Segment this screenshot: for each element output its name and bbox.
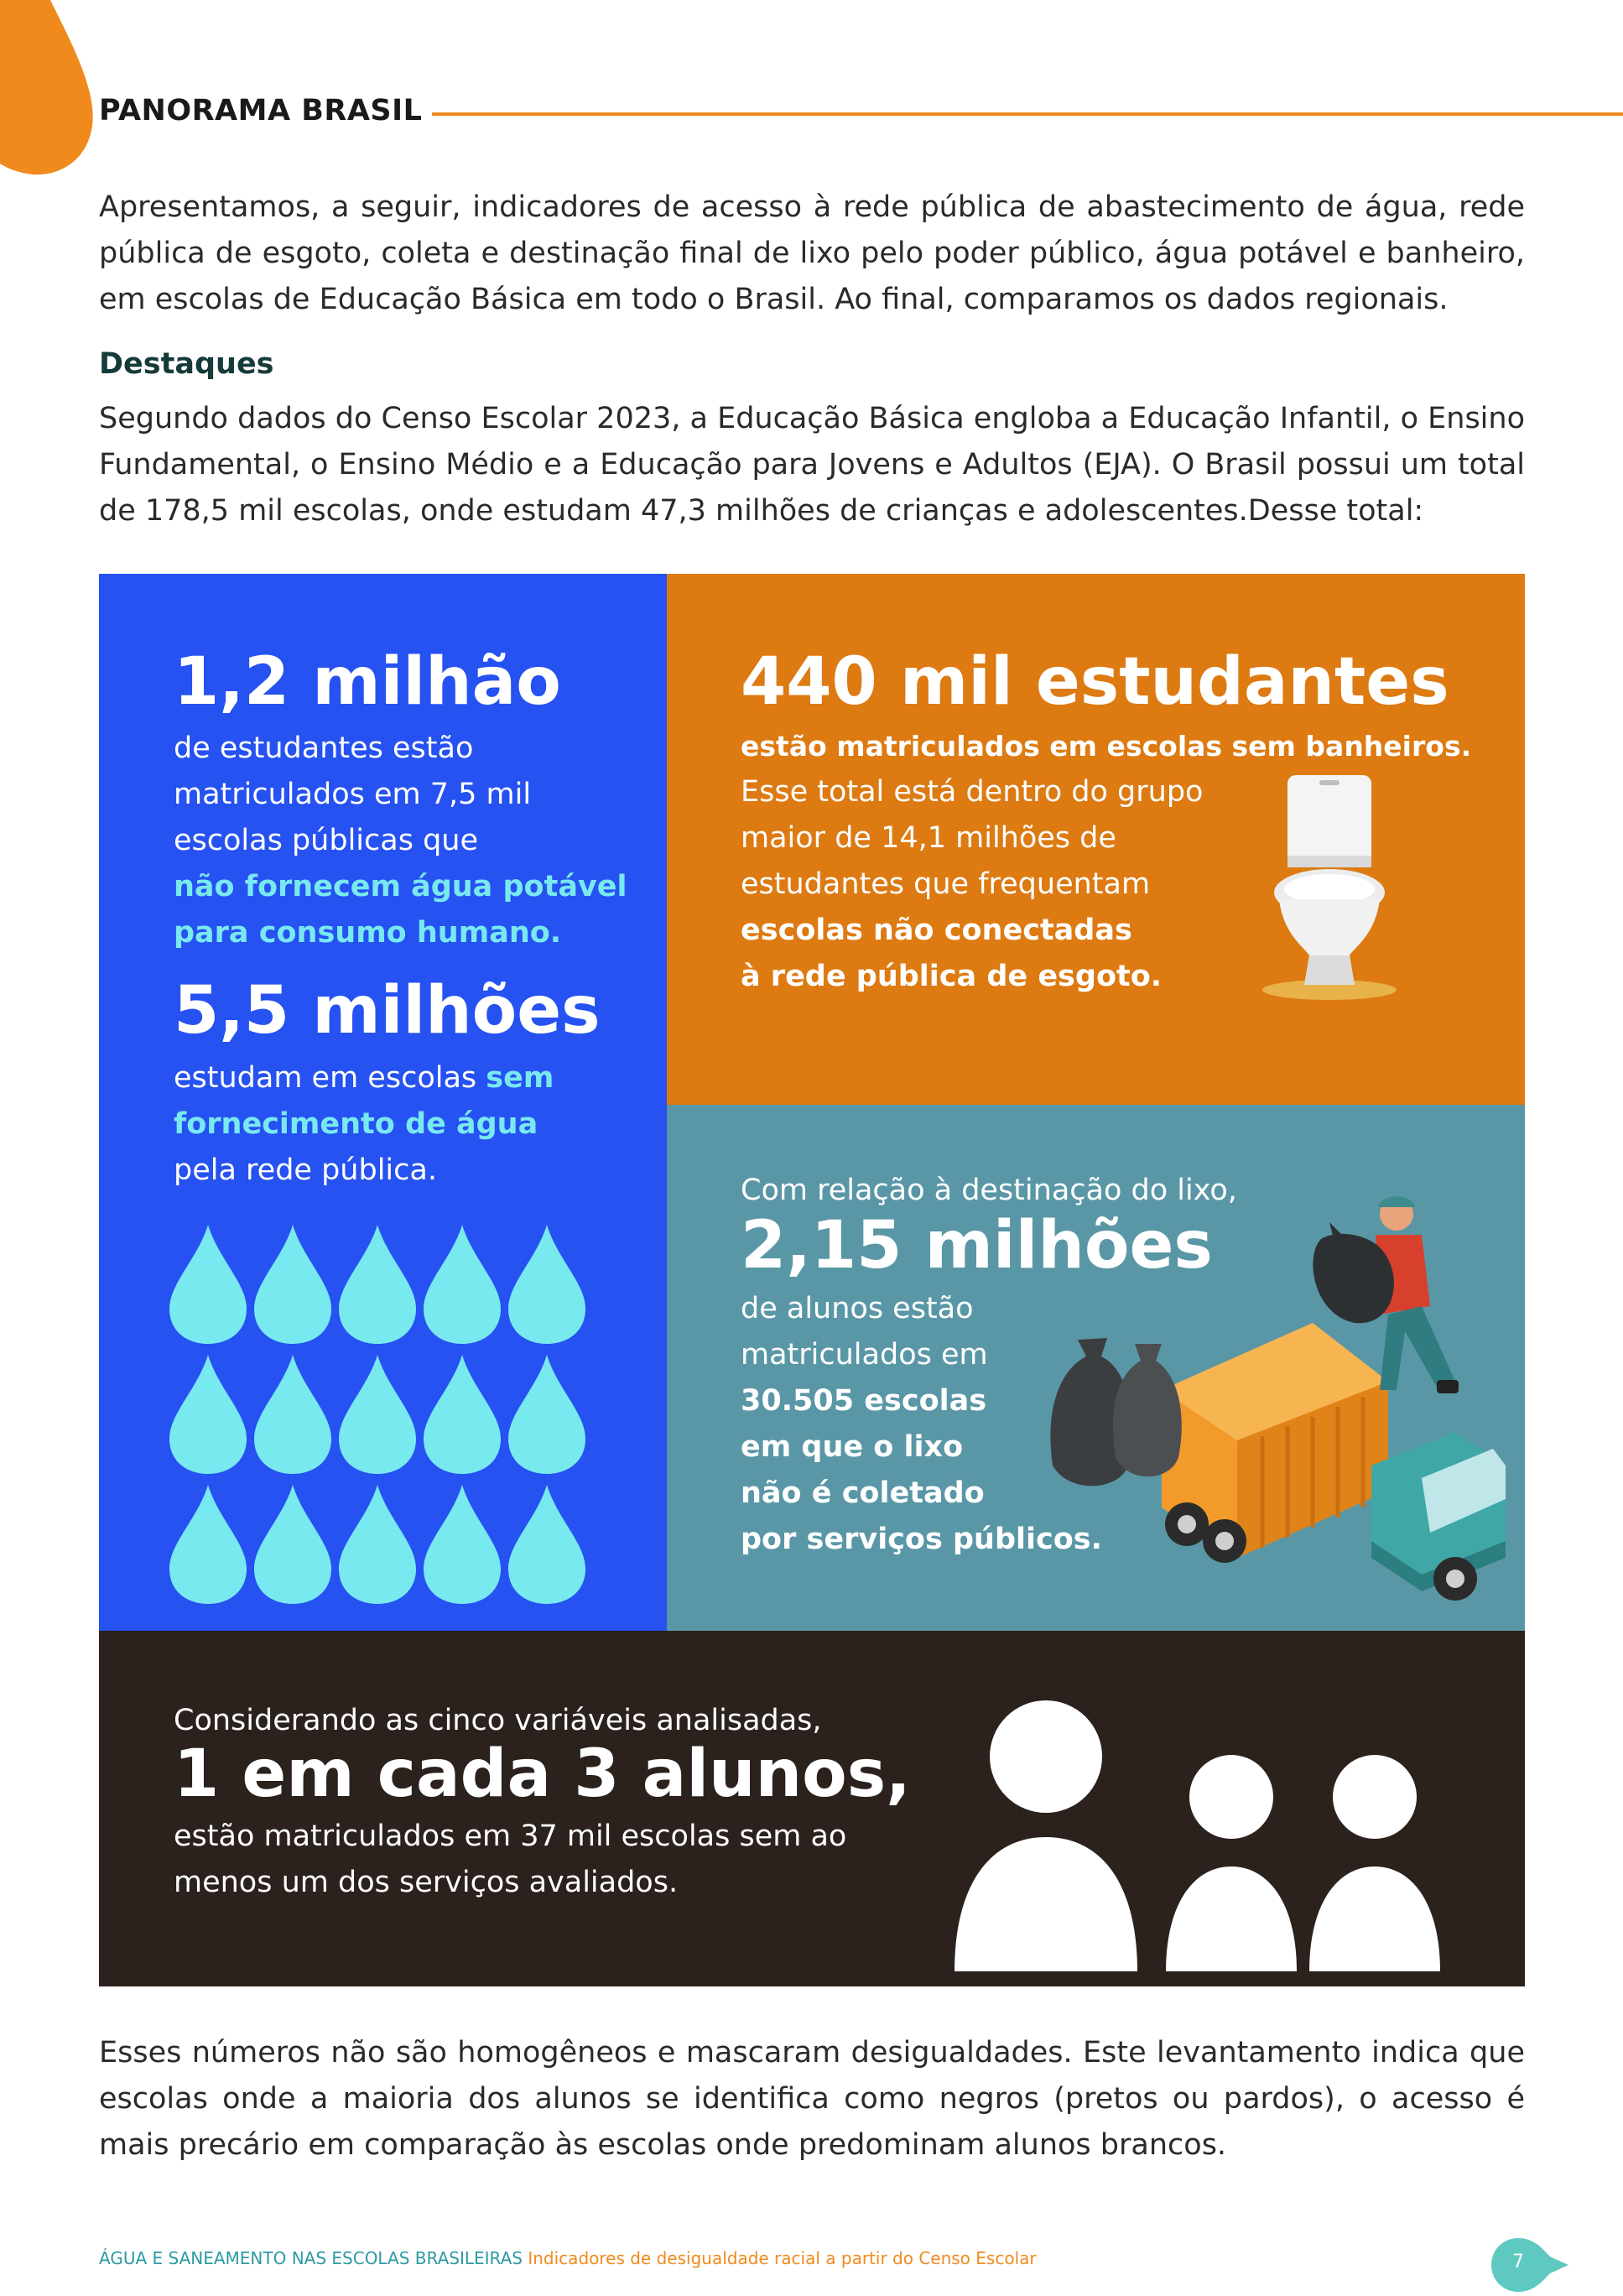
water-drop-icon bbox=[339, 1485, 416, 1604]
garbage-truck-icon bbox=[1162, 1323, 1506, 1601]
toilet-stat-big: 440 mil estudantes bbox=[741, 644, 1449, 720]
toilet-text-bold: escolas não conectadas bbox=[741, 914, 1132, 947]
trash-stat-big: 2,15 milhões bbox=[741, 1208, 1213, 1283]
summary-panel bbox=[99, 1631, 1525, 1986]
water-drop-icon bbox=[424, 1225, 501, 1344]
people-icon bbox=[955, 1695, 1458, 1971]
water-text-line: estudam em escolas bbox=[174, 1061, 486, 1095]
water-drop-icon bbox=[424, 1355, 501, 1474]
page-number: 7 bbox=[1512, 2252, 1524, 2273]
water-stat-big-2: 5,5 milhões bbox=[174, 973, 601, 1049]
water-drop-icon bbox=[424, 1485, 501, 1604]
footer-title-main: ÁGUA E SANEAMENTO NAS ESCOLAS BRASILEIRAS bbox=[99, 2248, 523, 2268]
section-title: PANORAMA BRASIL bbox=[99, 94, 423, 128]
water-drop-icon bbox=[508, 1355, 585, 1474]
water-text-2 bbox=[174, 1055, 554, 1194]
toilet-text bbox=[741, 769, 1203, 1000]
water-highlight: para consumo humano. bbox=[174, 916, 562, 950]
trash-text-bold: 30.505 escolas bbox=[741, 1384, 987, 1418]
water-drop-icon bbox=[254, 1485, 331, 1604]
garbage-bag-icon bbox=[1050, 1338, 1181, 1486]
corner-drop-decoration bbox=[0, 0, 101, 176]
water-stat-big-1: 1,2 milhão bbox=[174, 644, 561, 720]
summary-text-line: estão matriculados em 37 mil escolas sem ao bbox=[174, 1820, 847, 1853]
water-text-line: de estudantes estão bbox=[174, 731, 474, 765]
toilet-text-line: estudantes que frequentam bbox=[741, 867, 1151, 901]
intro-paragraph: Apresentamos, a seguir, indicadores de acesso à rede pública de abastecimento de água, rede pública de esgoto, coleta e destinação final de lixo pelo poder público, água potável e banheiro, em escolas de Educação Básica em todo o Brasil. Ao final, comparamos os dados regionais. bbox=[99, 190, 1525, 316]
water-text-line: pela rede pública. bbox=[174, 1153, 437, 1187]
toilet-lead: estão matriculados em escolas sem banheiros. bbox=[741, 730, 1472, 763]
water-highlight: fornecimento de água bbox=[174, 1107, 538, 1141]
water-drop-icon bbox=[169, 1355, 247, 1474]
water-drop-icon bbox=[169, 1225, 247, 1344]
trash-text-bold: em que o lixo bbox=[741, 1430, 964, 1464]
water-highlight: não fornecem água potável bbox=[174, 870, 627, 903]
closing-paragraph: Esses números não são homogêneos e mascaram desigualdades. Este levantamento indica que escolas onde a maioria dos alunos se identifica como negros (pretos ou pardos), o acesso é mais precário em comparação às escolas onde predominam alunos brancos. bbox=[99, 2036, 1525, 2162]
trash-text-line: matriculados em bbox=[741, 1338, 988, 1372]
summary-intro: Considerando as cinco variáveis analisadas, bbox=[174, 1704, 822, 1737]
water-panel bbox=[99, 574, 667, 1631]
water-drop-icon bbox=[169, 1485, 247, 1604]
highlights-heading: Destaques bbox=[99, 347, 274, 381]
water-drops-grid bbox=[169, 1216, 606, 1611]
highlights-paragraph: Segundo dados do Censo Escolar 2023, a Educação Básica engloba a Educação Infantil, o Ensino Fundamental, o Ensino Médio e a Educação para Jovens e Adultos (EJA). O Brasil possui um total de 178,5 mil escolas, onde estudam 47,3 milhões de crianças e adolescentes.Desse total: bbox=[99, 402, 1525, 528]
summary-stat-big: 1 em cada 3 alunos, bbox=[174, 1736, 911, 1812]
water-text-line: matriculados em 7,5 mil bbox=[174, 778, 532, 811]
water-drop-icon bbox=[508, 1485, 585, 1604]
water-drop-icon bbox=[339, 1355, 416, 1474]
toilet-icon bbox=[1254, 775, 1405, 1010]
toilet-panel bbox=[667, 574, 1525, 1105]
water-highlight: sem bbox=[486, 1061, 554, 1095]
water-drop-icon bbox=[254, 1355, 331, 1474]
title-rule bbox=[432, 112, 1623, 116]
toilet-text-line: Esse total está dentro do grupo bbox=[741, 775, 1204, 809]
trash-panel bbox=[667, 1105, 1525, 1631]
footer-title-sub: Indicadores de desigualdade racial a partir do Censo Escolar bbox=[528, 2248, 1037, 2268]
toilet-text-line: maior de 14,1 milhões de bbox=[741, 821, 1116, 855]
water-text-line: escolas públicas que bbox=[174, 824, 479, 857]
water-text-1 bbox=[174, 726, 627, 956]
trash-text-bold: por serviços públicos. bbox=[741, 1523, 1102, 1556]
toilet-text-bold: à rede pública de esgoto. bbox=[741, 960, 1163, 993]
summary-text-line: menos um dos serviços avaliados. bbox=[174, 1866, 679, 1899]
water-drop-icon bbox=[508, 1225, 585, 1344]
garbage-truck-illustration bbox=[1036, 1189, 1514, 1608]
trash-text-bold: não é coletado bbox=[741, 1476, 985, 1510]
trash-intro: Com relação à destinação do lixo, bbox=[741, 1174, 1237, 1207]
summary-text bbox=[174, 1814, 846, 1906]
page-number-badge bbox=[1491, 2238, 1571, 2295]
footer-title bbox=[99, 2248, 1037, 2268]
water-drop-icon bbox=[254, 1225, 331, 1344]
trash-text-line: de alunos estão bbox=[741, 1292, 974, 1325]
water-drop-icon bbox=[339, 1225, 416, 1344]
